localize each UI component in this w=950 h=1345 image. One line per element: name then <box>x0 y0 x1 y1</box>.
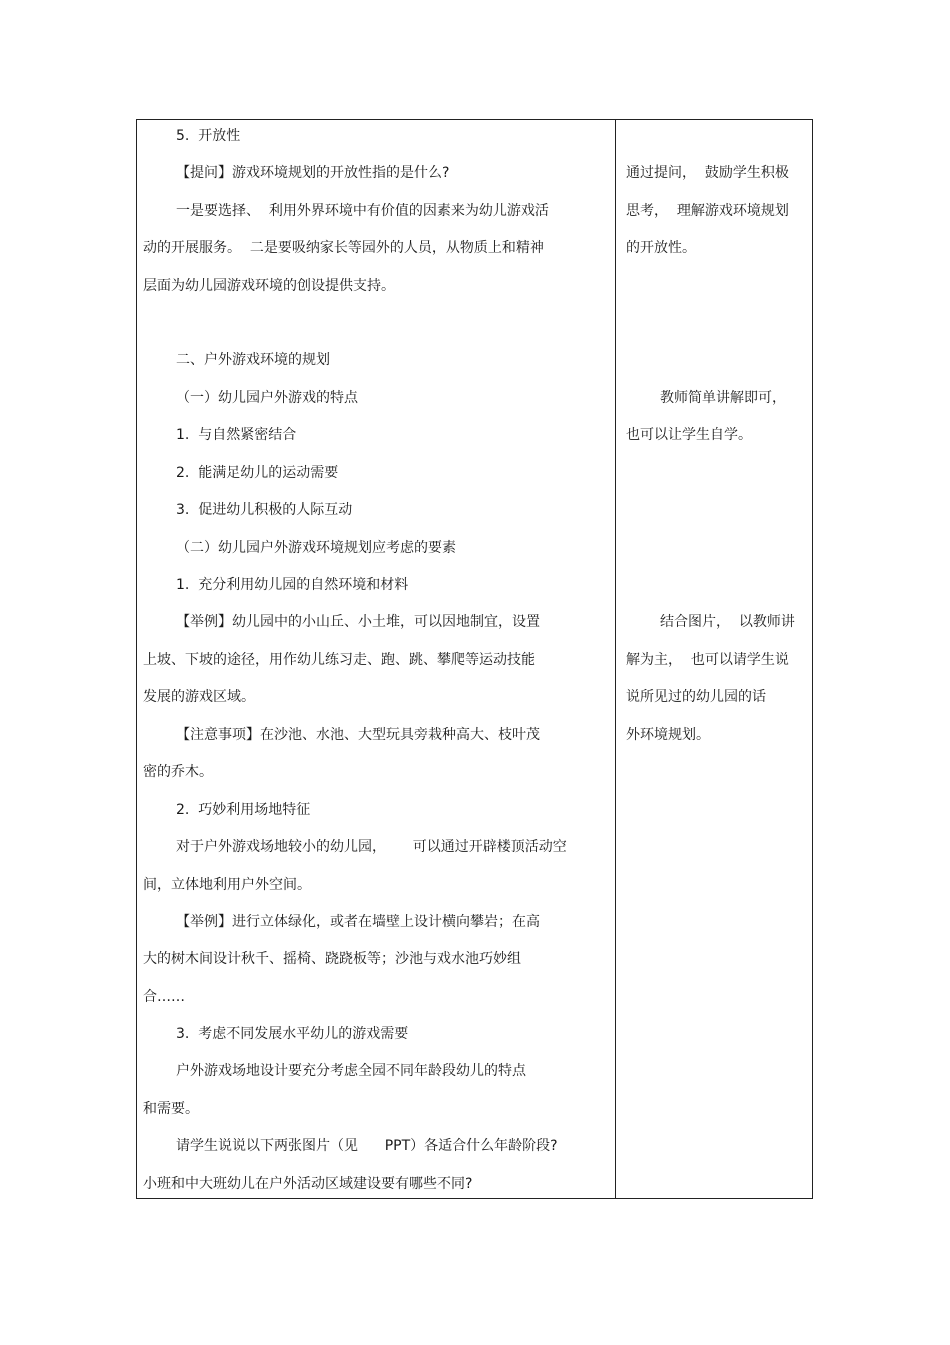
right-line: 解为主， 也可以请学生说 <box>626 652 789 668</box>
left-line: 间，立体地利用户外空间。 <box>143 877 311 893</box>
left-line: 密的乔木。 <box>143 764 213 780</box>
left-line: （一）幼儿园户外游戏的特点 <box>176 390 358 406</box>
left-line: 户外游戏场地设计要充分考虑全园不同年龄段幼儿的特点 <box>176 1063 526 1079</box>
left-line: 2. 巧妙利用场地特征 <box>176 802 311 818</box>
left-line: 发展的游戏区域。 <box>143 689 255 705</box>
right-line: 结合图片， 以教师讲 <box>660 614 795 630</box>
left-line: 动的开展服务。 二是要吸纳家长等园外的人员，从物质上和精神 <box>143 240 544 256</box>
left-line: 【举例】幼儿园中的小山丘、小土堆，可以因地制宜，设置 <box>176 614 540 630</box>
right-line: 教师简单讲解即可， <box>660 390 786 406</box>
left-line: （二）幼儿园户外游戏环境规划应考虑的要素 <box>176 540 456 556</box>
left-line: 大的树木间设计秋千、摇椅、跷跷板等；沙池与戏水池巧妙组 <box>143 951 521 967</box>
left-line: 上坡、下坡的途径，用作幼儿练习走、跑、跳、攀爬等运动技能 <box>143 652 535 668</box>
left-line: 3. 促进幼儿积极的人际互动 <box>176 502 353 518</box>
right-line: 通过提问， 鼓励学生积极 <box>626 165 789 181</box>
left-line: 1. 与自然紧密结合 <box>176 427 297 443</box>
left-line: 1. 充分利用幼儿园的自然环境和材料 <box>176 577 409 593</box>
right-line: 也可以让学生自学。 <box>626 427 752 443</box>
left-line: 3. 考虑不同发展水平幼儿的游戏需要 <box>176 1026 409 1042</box>
left-line: 和需要。 <box>143 1101 199 1117</box>
left-line: 合…… <box>143 989 185 1005</box>
left-line: 小班和中大班幼儿在户外活动区域建设要有哪些不同? <box>143 1176 473 1192</box>
left-line: 5. 开放性 <box>176 128 241 144</box>
left-line: 【注意事项】在沙池、水池、大型玩具旁栽种高大、枝叶茂 <box>176 727 540 743</box>
left-line: 【提问】游戏环境规划的开放性指的是什么? <box>176 165 450 181</box>
left-line: 对于户外游戏场地较小的幼儿园， 可以通过开辟楼顶活动空 <box>176 839 567 855</box>
left-line: 二、户外游戏环境的规划 <box>176 352 330 368</box>
left-line: 2. 能满足幼儿的运动需要 <box>176 465 339 481</box>
left-line: 请学生说说以下两张图片（见 PPT）各适合什么年龄阶段? <box>176 1138 558 1154</box>
column-divider <box>615 119 616 1199</box>
right-line: 的开放性。 <box>626 240 696 256</box>
right-line: 外环境规划。 <box>626 727 710 743</box>
right-line: 思考， 理解游戏环境规划 <box>626 203 789 219</box>
left-line: 层面为幼儿园游戏环境的创设提供支持。 <box>143 278 395 294</box>
left-line: 一是要选择、 利用外界环境中有价值的因素来为幼儿游戏活 <box>176 203 549 219</box>
left-line: 【举例】进行立体绿化，或者在墙壁上设计横向攀岩；在高 <box>176 914 540 930</box>
right-line: 说所见过的幼儿园的话 <box>626 689 766 705</box>
